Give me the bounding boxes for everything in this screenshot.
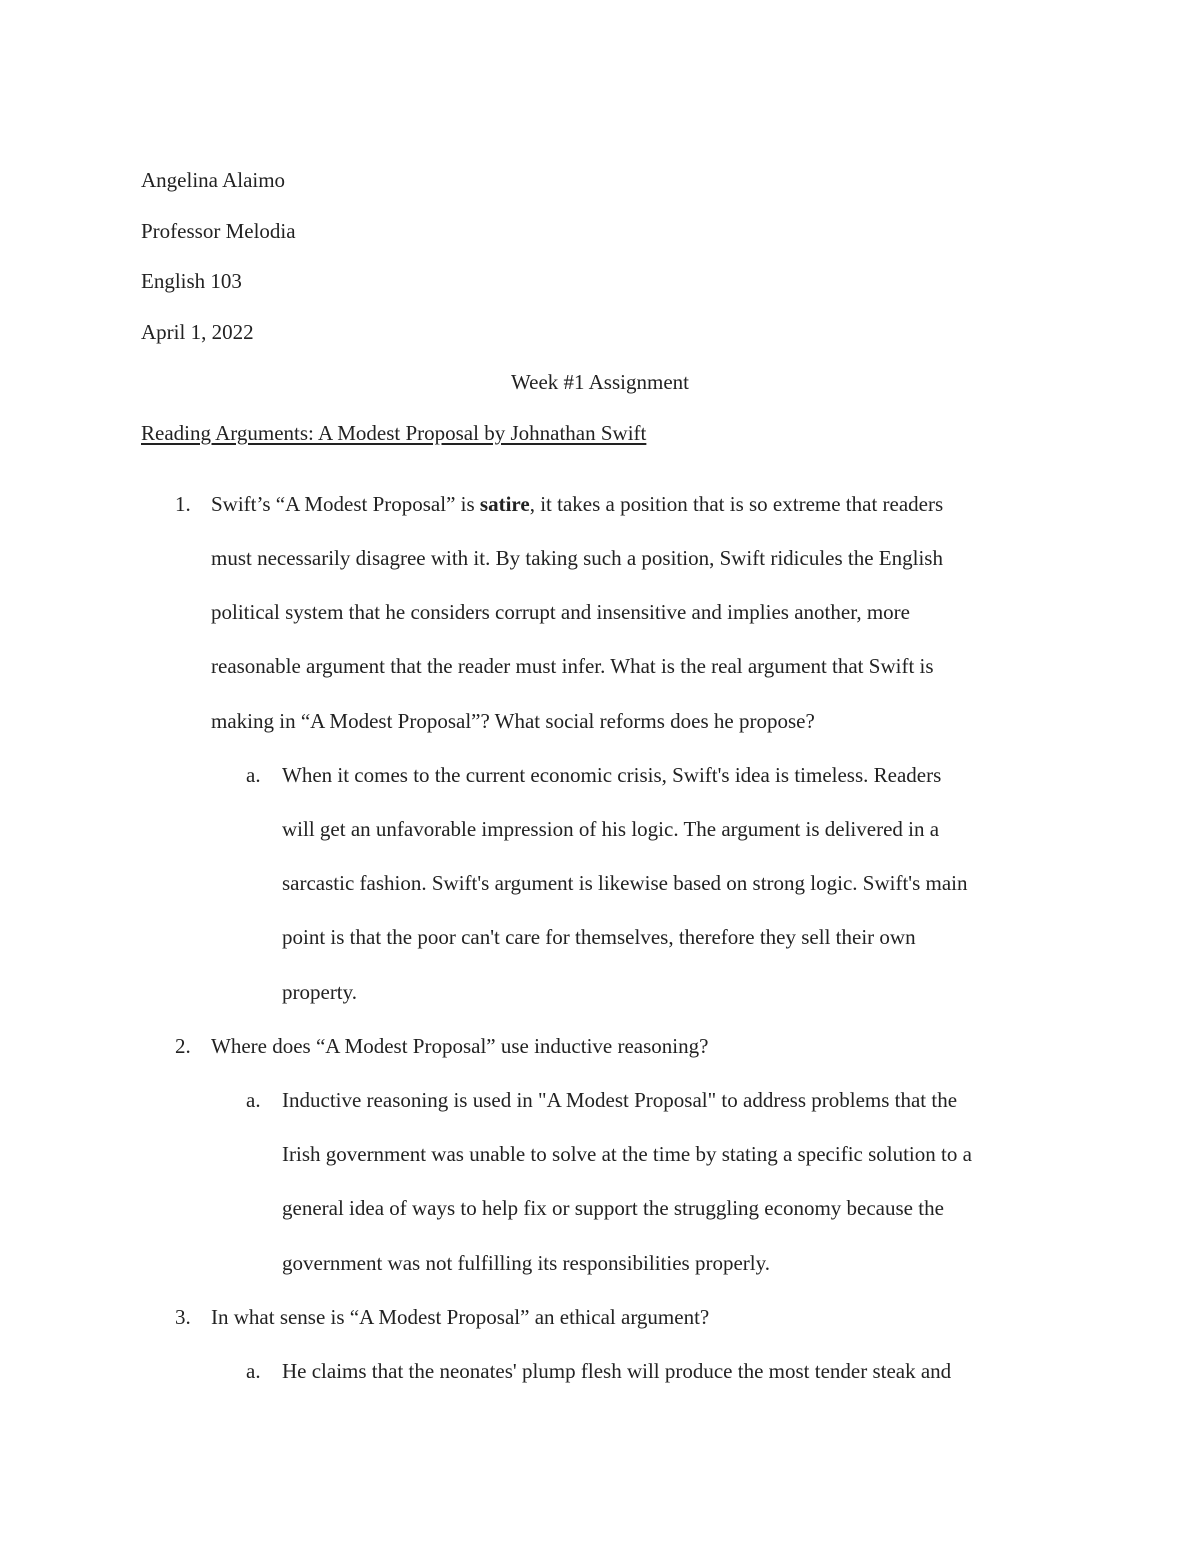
answer-text: sarcastic fashion. Swift's argument is likewise based on strong logic. Swift's main bbox=[282, 871, 968, 895]
question-text-part: , it takes a position that is so extreme that readers bbox=[529, 492, 944, 516]
answer-text: general idea of ways to help fix or support the struggling economy because the bbox=[282, 1196, 944, 1220]
question-text bbox=[211, 491, 943, 517]
answer-letter: a. bbox=[246, 1088, 261, 1112]
page-subtitle: Reading Arguments: A Modest Proposal by Johnathan Swift bbox=[141, 421, 647, 445]
answer-text: point is that the poor can't care for themselves, therefore they sell their own bbox=[282, 925, 916, 949]
student-name: Angelina Alaimo bbox=[141, 168, 286, 192]
page-title: Week #1 Assignment bbox=[511, 370, 689, 394]
question-text: In what sense is “A Modest Proposal” an ethical argument? bbox=[211, 1305, 710, 1329]
answer-text: government was not fulfilling its responsibilities properly. bbox=[282, 1251, 770, 1275]
answer-letter: a. bbox=[246, 1359, 261, 1383]
answer-text: Irish government was unable to solve at the time by stating a specific solution to a bbox=[282, 1142, 972, 1166]
course-name: English 103 bbox=[141, 269, 242, 293]
question-text: reasonable argument that the reader must infer. What is the real argument that Swift is bbox=[211, 654, 934, 678]
question-text: must necessarily disagree with it. By taking such a position, Swift ridicules the English bbox=[211, 546, 943, 570]
answer-text: property. bbox=[282, 980, 358, 1004]
question-text: Where does “A Modest Proposal” use inductive reasoning? bbox=[211, 1034, 709, 1058]
bold-term: satire bbox=[479, 492, 530, 516]
date: April 1, 2022 bbox=[141, 320, 254, 344]
professor-name: Professor Melodia bbox=[141, 219, 296, 243]
answer-text: When it comes to the current economic crisis, Swift's idea is timeless. Readers bbox=[282, 763, 942, 787]
question-number: 3. bbox=[175, 1305, 191, 1329]
question-text: political system that he considers corrupt and insensitive and implies another, more bbox=[211, 600, 910, 624]
question-text: making in “A Modest Proposal”? What social reforms does he propose? bbox=[211, 709, 815, 733]
answer-text: He claims that the neonates' plump flesh will produce the most tender steak and bbox=[282, 1359, 952, 1383]
question-number: 1. bbox=[175, 492, 191, 516]
answer-text: will get an unfavorable impression of his logic. The argument is delivered in a bbox=[282, 817, 940, 841]
question-number: 2. bbox=[175, 1034, 191, 1058]
question-text-part: Swift’s “A Modest Proposal” is bbox=[211, 492, 480, 516]
answer-letter: a. bbox=[246, 763, 261, 787]
answer-text: Inductive reasoning is used in "A Modest Proposal" to address problems that the bbox=[282, 1088, 958, 1112]
